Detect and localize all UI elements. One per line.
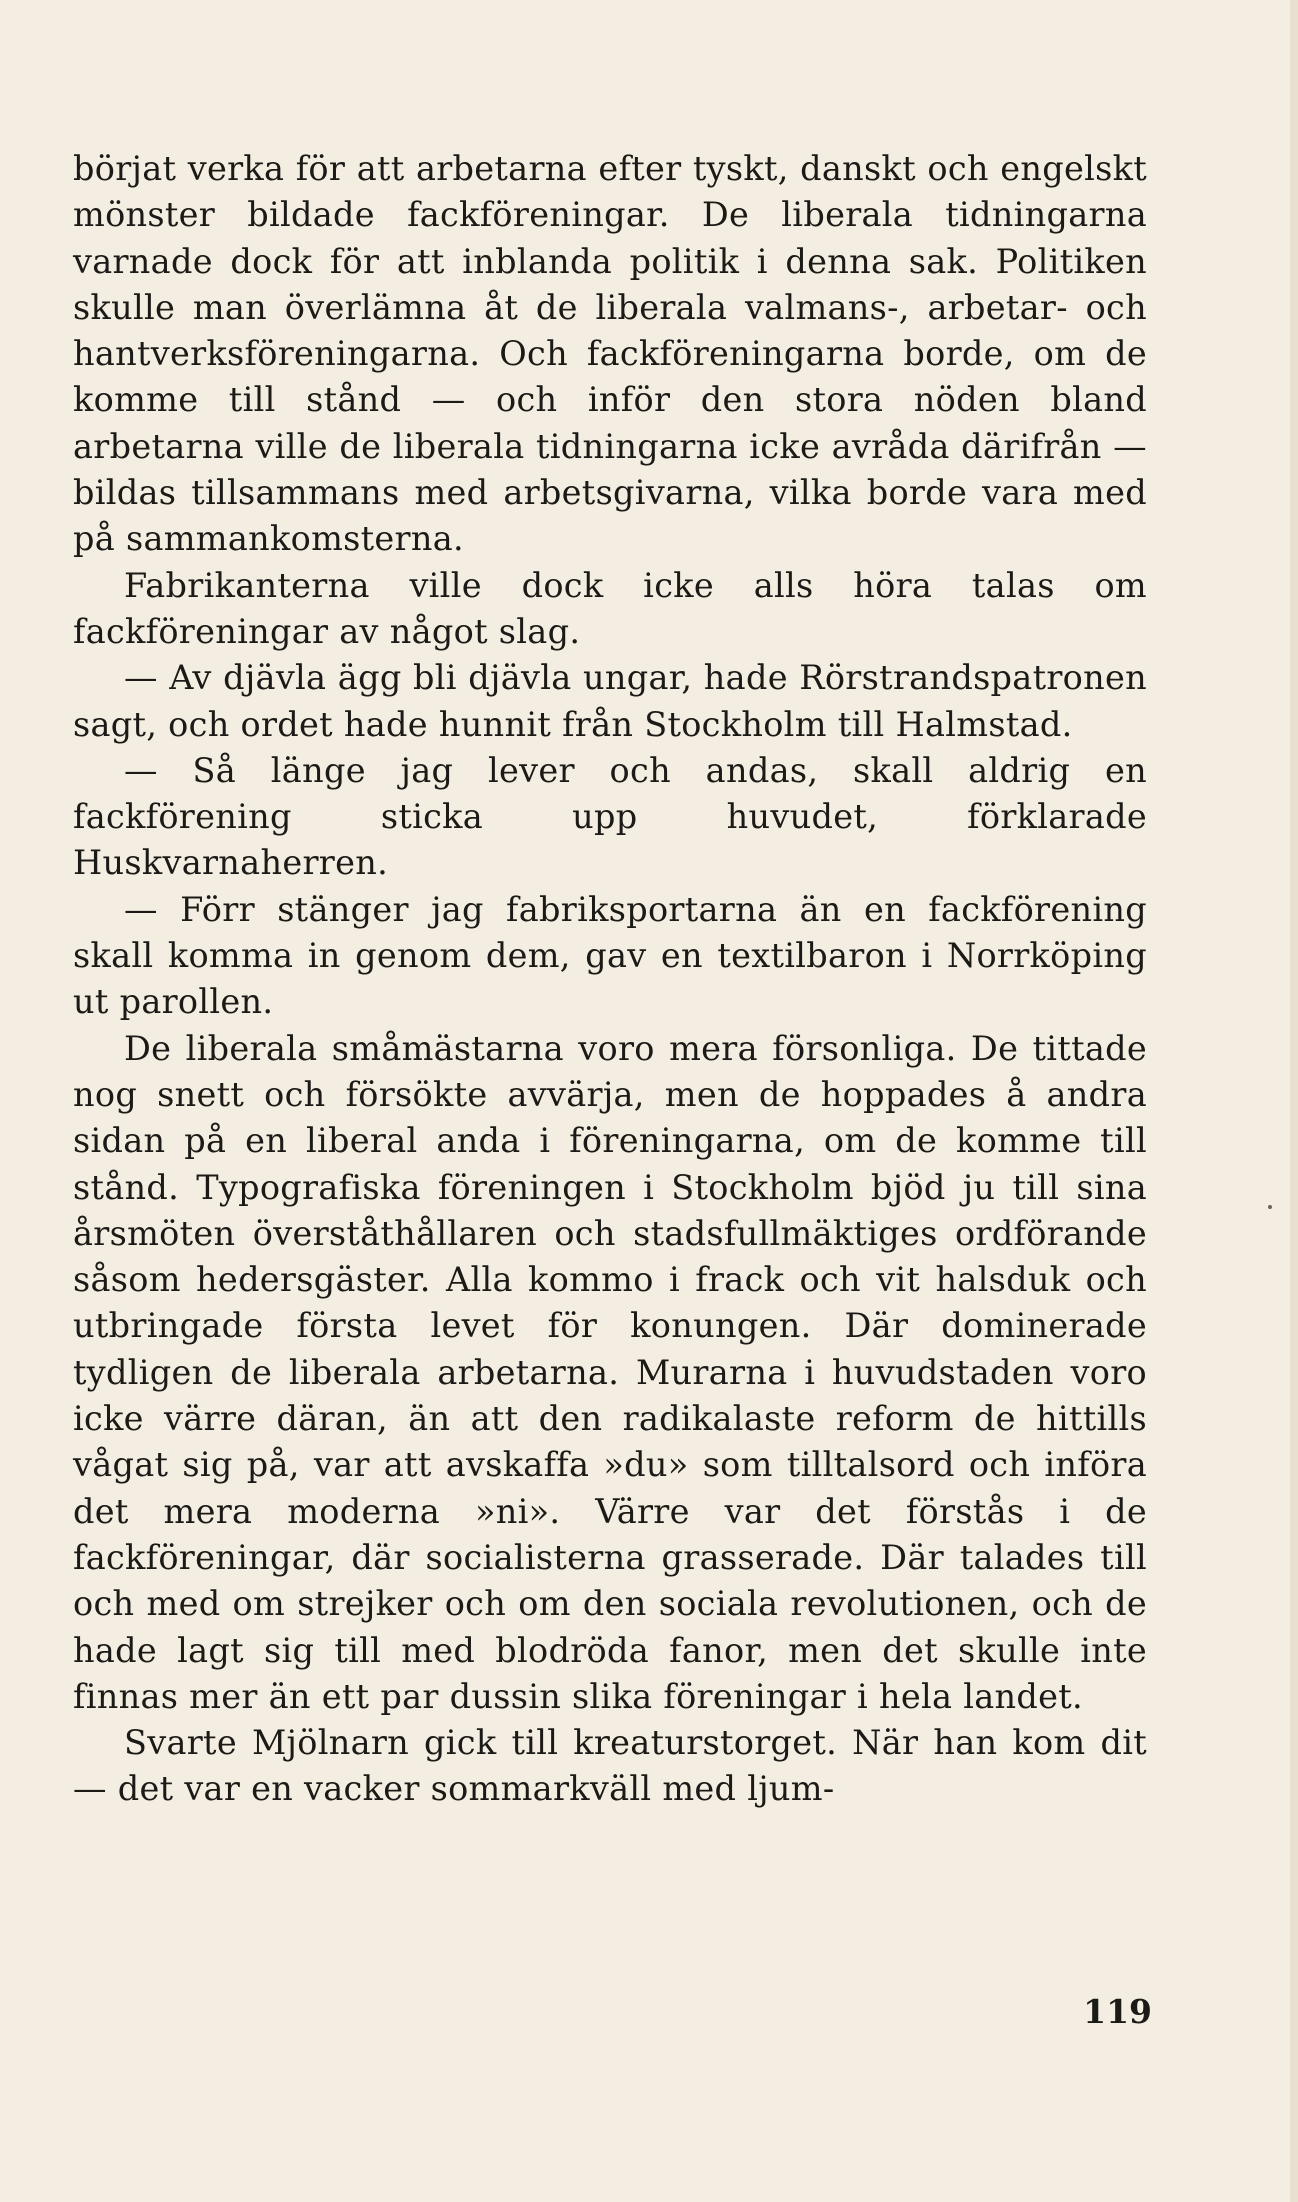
paragraph: Svarte Mjölnarn gick till kreaturstorget. När han kom dit — det var en vacker sommarkväll med ljum- — [73, 1723, 1147, 1809]
dialogue-line: — Av djävla ägg bli djävla ungar, hade Rörstrandspatronen sagt, och ordet hade hunnit från Stockholm till Halmstad. — [73, 658, 1147, 744]
body-text — [73, 146, 1147, 1813]
paragraph: De liberala småmästarna voro mera försonliga. De tittade nog snett och försökte avvärja, men de hoppades å andra sidan på en liberal anda i föreningarna, om de komme till stånd. Typografiska föreningen i Stockholm bjöd ju till sina årsmöten överståthållaren och stadsfullmäktiges ordförande såsom hedersgäster. Alla kommo i frack och vit halsduk och utbringade första levet för konungen. Där dominerade tydligen de liberala arbetarna. Murarna i huvudstaden voro icke värre däran, än att den radikalaste reform de hittills vågat sig på, var att avskaffa »du» som tilltalsord och införa det mera moderna »ni». Värre var det förstås i de fackföreningar, där socialisterna grasserade. Där talades till och med om strejker och om den sociala revolutionen, och de hade lagt sig till med blodröda fanor, men det skulle inte finnas mer än ett par dussin slika föreningar i hela landet. — [73, 1028, 1147, 1716]
paragraph-continued: börjat verka för att arbetarna efter tyskt, danskt och engelskt mönster bildade fackföreningar. De liberala tidningarna varnade dock för att inblanda politik i denna sak. Politiken skulle man överlämna åt de liberala valmans-, arbetar- och hantverksföreningarna. Och fackföreningarna borde, om de komme till stånd — och inför den stora nöden bland arbetarna ville de liberala tidningarna icke avråda därifrån — bildas tillsammans med arbetsgivarna, vilka borde vara med på sammankomsterna. — [73, 149, 1147, 559]
print-speck — [1268, 1205, 1272, 1209]
dialogue-line: — Förr stänger jag fabriksportarna än en fackförening skall komma in genom dem, gav en textilbaron i Norrköping ut parollen. — [73, 889, 1147, 1022]
dialogue-line: — Så länge jag lever och andas, skall aldrig en fackförening sticka upp huvudet, förklarade Huskvarnaherren. — [73, 750, 1147, 883]
page-number: 119 — [1083, 1992, 1152, 2031]
paragraph: Fabrikanterna ville dock icke alls höra talas om fackföreningar av något slag. — [73, 565, 1147, 651]
page-edge — [1290, 0, 1298, 2202]
